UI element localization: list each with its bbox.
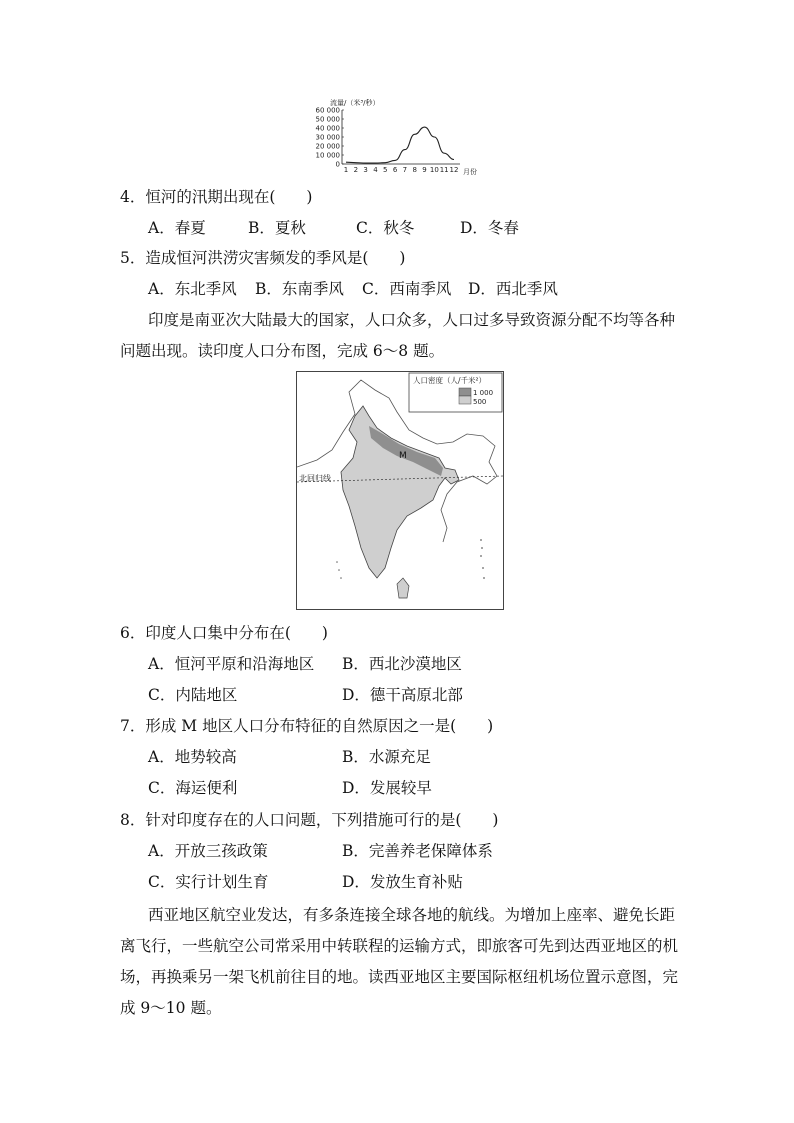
q4-option-a: A．春夏 [148, 219, 206, 237]
legend-value-high: 1 000 [473, 389, 494, 397]
q5-option-b: B．东南季风 [255, 280, 344, 298]
legend-value-low: 500 [473, 398, 487, 406]
westasia-intro-text: 西亚地区航空业发达，有多条连接全球各地的航线。为增加上座率、避免长距离飞行，一些航空公司常采用中转联程的运输方式，即旅客可先到达西亚地区的机场，再换乘另一架飞机前往目的地。读西亚地区主要国际枢纽机场位置示意图，完成 9～10 题。 [120, 906, 679, 1017]
chart-x-axis-label: 月份 [463, 168, 477, 176]
q4-option-d: D．冬春 [460, 219, 519, 237]
chart-y-tick-label: 60 000 [315, 106, 340, 115]
chart-x-tick-label: 8 [412, 166, 417, 174]
india-intro-text: 印度是南亚次大陆最大的国家，人口众多，人口过多导致资源分配不均等各种问题出现。读印度人口分布图，完成 6～8 题。 [120, 311, 676, 360]
question-8-stem: 8．针对印度存在的人口问题，下列措施可行的是( ) [120, 811, 499, 829]
chart-x-tick-label: 6 [392, 166, 398, 174]
chart-y-tick-label: 10 000 [315, 151, 340, 160]
legend-swatch-high [459, 388, 471, 396]
india-population-map [296, 371, 504, 610]
q8-option-c: C．实行计划生育 [148, 873, 269, 891]
india-intro-paragraph [120, 305, 680, 367]
chart-x-tick-label: 4 [373, 166, 378, 174]
chart-y-tick-label: 50 000 [315, 115, 340, 124]
chart-y-tick-label: 20 000 [315, 142, 340, 151]
q8-option-b: B．完善养老保障体系 [342, 842, 493, 860]
q6-option-d: D．德干高原北部 [342, 686, 463, 704]
question-6-stem: 6．印度人口集中分布在( ) [120, 624, 328, 642]
chart-x-tick-label: 7 [402, 166, 408, 174]
lakshadweep-islands [336, 561, 342, 579]
chart-x-tick-label: 3 [363, 166, 368, 174]
q7-option-c: C．海运便利 [148, 779, 238, 797]
q4-option-c: C．秋冬 [356, 219, 415, 237]
q8-option-a: A．开放三孩政策 [148, 842, 268, 860]
chart-y-tick-label: 0 [335, 160, 340, 169]
chart-x-tick-label: 2 [353, 166, 359, 174]
india-map-svg [297, 372, 503, 609]
chart-y-ticks [316, 106, 345, 168]
river-flow-chart [308, 96, 488, 178]
legend-swatch-low [459, 396, 471, 404]
legend-title: 人口密度（人/千米²） [413, 376, 487, 385]
chart-x-ticks [344, 166, 459, 174]
andaman-islands [480, 539, 485, 579]
q7-option-b: B．水源充足 [342, 748, 431, 766]
chart-x-tick-label: 5 [383, 166, 388, 174]
q6-option-a: A．恒河平原和沿海地区 [148, 655, 315, 673]
chart-y-axis-label: 流量/（米³/秒） [330, 99, 380, 107]
q7-option-a: A．地势较高 [148, 748, 237, 766]
q5-option-a: A．东北季风 [148, 280, 237, 298]
region-m-label: M [399, 451, 407, 461]
chart-x-tick-label: 11 [439, 166, 449, 174]
chart-y-tick-label: 30 000 [315, 133, 340, 142]
question-7-stem: 7．形成 M 地区人口分布特征的自然原因之一是( ) [120, 717, 494, 735]
q8-option-d: D．发放生育补贴 [342, 873, 463, 891]
q5-option-d: D．西北季风 [468, 280, 558, 298]
question-4-stem: 4．恒河的汛期出现在( ) [120, 188, 313, 206]
question-5-stem: 5．造成恒河洪涝灾害频发的季风是( ) [120, 249, 406, 267]
q6-option-b: B．西北沙漠地区 [342, 655, 462, 673]
q7-option-d: D．发展较早 [342, 779, 432, 797]
chart-y-tick-label: 40 000 [315, 124, 340, 133]
sri-lanka [397, 578, 409, 598]
chart-x-tick-label: 9 [422, 166, 427, 174]
tropic-label: 北回归线 [299, 474, 331, 483]
westasia-intro-paragraph [120, 900, 680, 1024]
chart-x-tick-label: 1 [343, 166, 349, 174]
q5-option-c: C．西南季风 [362, 280, 452, 298]
chart-x-tick-label: 10 [429, 166, 439, 174]
q6-option-c: C．内陆地区 [148, 686, 238, 704]
india-landmass [341, 406, 459, 578]
q4-option-b: B．夏秋 [248, 219, 306, 237]
chart-x-tick-label: 12 [449, 166, 459, 174]
chart-series-line [346, 127, 454, 163]
